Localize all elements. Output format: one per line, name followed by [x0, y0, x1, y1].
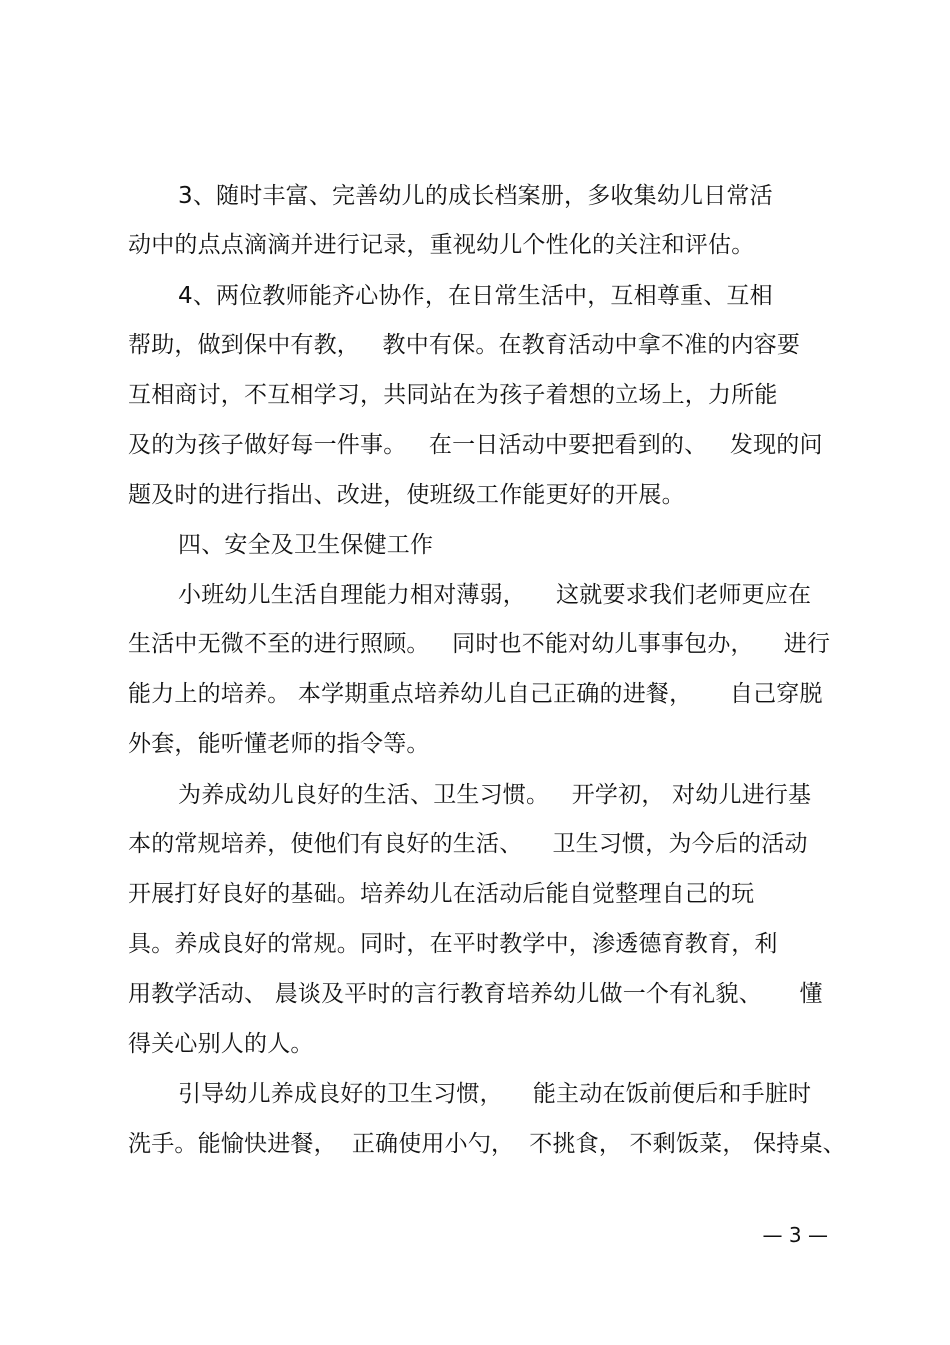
page-number: — 3 — [762, 1223, 828, 1247]
text-line-10: 生活中无微不至的进行照顾。 同时也不能对幼儿事事包办， 进行 [128, 631, 831, 657]
text-line-20: 洗手。能愉快进餐， 正确使用小勺， 不挑食， 不剩饭菜， 保持桌、 [128, 1131, 846, 1157]
text-line-2: 动中的点点滴滴并进行记录，重视幼儿个性化的关注和评估。 [128, 232, 755, 258]
text-line-16: 具。养成良好的常规。同时，在平时教学中，渗透德育教育，利 [128, 931, 778, 957]
text-line-7: 题及时的进行指出、改进，使班级工作能更好的开展。 [128, 482, 685, 508]
text-line-9: 小班幼儿生活自理能力相对薄弱， 这就要求我们老师更应在 [178, 582, 812, 608]
text-line-17: 用教学活动、 晨谈及平时的言行教育培养幼儿做一个有礼貌、 懂 [128, 981, 823, 1007]
text-line-15: 开展打好良好的基础。培养幼儿在活动后能自觉整理自己的玩 [128, 881, 755, 907]
text-line-6: 及的为孩子做好每一件事。 在一日活动中要把看到的、 发现的问 [128, 432, 823, 458]
text-line-18: 得关心别人的人。 [128, 1031, 314, 1057]
text-line-13: 为养成幼儿良好的生活、卫生习惯。 开学初， 对幼儿进行基 [178, 782, 812, 808]
text-line-14: 本的常规培养，使他们有良好的生活、 卫生习惯，为今后的活动 [128, 831, 808, 857]
text-line-19: 引导幼儿养成良好的卫生习惯， 能主动在饭前便后和手脏时 [178, 1081, 812, 1107]
text-line-1: 3、随时丰富、完善幼儿的成长档案册，多收集幼儿日常活 [178, 183, 773, 209]
text-line-5: 互相商讨，不互相学习，共同站在为孩子着想的立场上，力所能 [128, 382, 778, 408]
text-line-11: 能力上的培养。 本学期重点培养幼儿自己正确的进餐， 自己穿脱 [128, 681, 823, 707]
text-line-4: 帮助，做到保中有教， 教中有保。在教育活动中拿不准的内容要 [128, 332, 801, 358]
section-heading: 四、安全及卫生保健工作 [178, 532, 434, 558]
text-line-3: 4、两位教师能齐心协作，在日常生活中，互相尊重、互相 [178, 283, 773, 309]
text-line-12: 外套，能听懂老师的指令等。 [128, 731, 430, 757]
